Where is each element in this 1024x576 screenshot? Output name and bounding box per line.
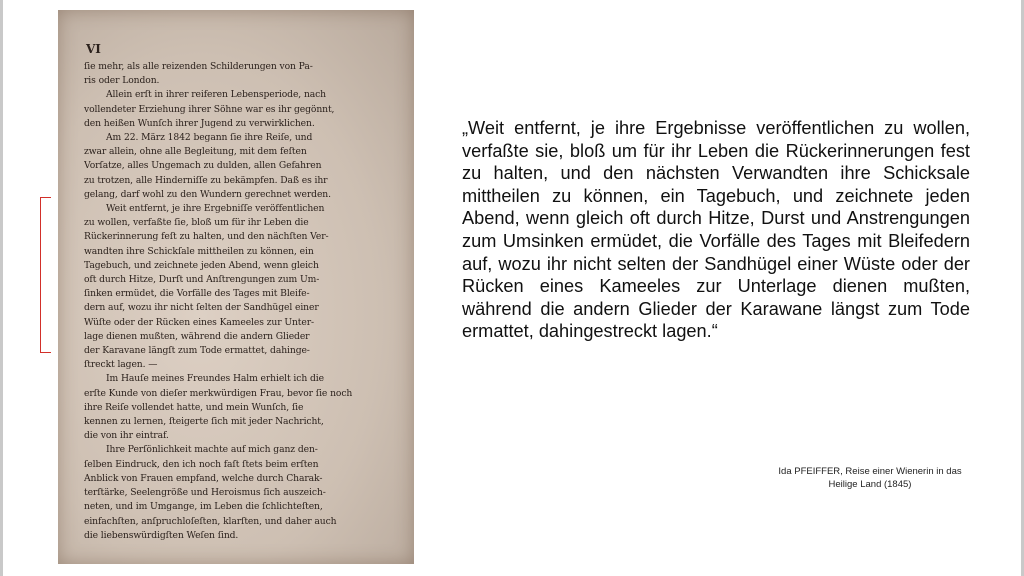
scan-text-line: Wüſte oder der Rücken eines Kameeles zur Unter- [84, 316, 315, 328]
scan-text-line: einfachſten, anſpruchloſeſten, klarſten, und daher auch [84, 515, 337, 527]
scan-text-line: erſte Kunde von dieſer merkwürdigen Frau, bevor ſie noch [84, 387, 353, 399]
citation-line-1: Ida PFEIFFER, Reise einer Wienerin in das [778, 466, 962, 477]
scan-text-line: Rückerinnerung feſt zu halten, und den nächſten Ver- [84, 231, 329, 243]
scan-text-line: Am 22. März 1842 begann ſie ihre Reiſe, und [106, 132, 313, 144]
scan-text-line: zu trotzen, alle Hinderniſſe zu bekämpfen. Daß es ihr [84, 174, 328, 186]
scan-text-line: kennen zu lernen, ſteigerte ſich mit jeder Nachricht, [84, 416, 324, 428]
scan-text-line: terſtärke, Seelengröße und Heroismus ſich auszeich- [84, 487, 326, 499]
scan-text-line: zu wollen, verfaßte ſie, bloß um für ihr Leben die [84, 217, 309, 229]
scan-text-line: dern auf, wozu ihr nicht ſelten der Sandhügel einer [84, 302, 319, 314]
scan-text-line: ſelben Eindruck, den ich noch faſt ſtets beim erſten [84, 458, 319, 470]
scan-text-line: Allein erſt in ihrer reiferen Lebensperiode, nach [106, 89, 326, 101]
scan-text-line: ris oder London. [84, 75, 160, 87]
scan-text-line: Im Hauſe meines Freundes Halm erhielt ich die [106, 373, 324, 385]
scan-text-line: oft durch Hitze, Durſt und Anſtrengungen zum Um- [84, 274, 320, 286]
scan-text-line: Vorſatze, alles Ungemach zu dulden, allen Gefahren [84, 160, 322, 172]
scan-text-line: neten, und im Umgange, im Leben die ſchlichteſten, [84, 501, 323, 513]
scan-text-line: vollendeter Erziehung ihrer Söhne war es ihr gegönnt, [84, 103, 335, 115]
scan-text-line: die von ihr eintraf. [84, 430, 169, 442]
book-page-text [84, 60, 394, 543]
scan-text-line: ihre Reiſe vollendet hatte, und mein Wunſch, ſie [84, 401, 304, 413]
scan-text-line: gelang, darf wohl zu den Wundern gerechnet werden. [84, 188, 331, 200]
scan-text-line: Anblick von Frauen empfand, welche durch Charak- [84, 472, 323, 484]
scan-text-line: der Karavane längſt zum Tode ermattet, dahinge- [84, 345, 310, 357]
scan-text-line: Ihre Perſönlichkeit machte auf mich ganz den- [106, 444, 318, 456]
scan-text-line: ſinken ermüdet, die Vorfälle des Tages mit Bleife- [84, 288, 310, 300]
scan-text-line: lage dienen mußten, während die andern Glieder [84, 330, 310, 342]
page-number: VI [86, 42, 101, 56]
scan-text-line: Weit entfernt, je ihre Ergebniſſe veröffentlichen [106, 203, 325, 215]
scan-text-line: zwar allein, ohne alle Begleitung, mit dem feſten [84, 146, 307, 158]
citation [740, 465, 1000, 491]
red-annotation-bracket [40, 197, 51, 353]
quote-text: „Weit entfernt, je ihre Ergebnisse veröffentlichen zu wollen, verfaßte sie, bloß um für ihr Leben die Rückerinnerungen fest zu halten, und den nächsten Verwandten ihre Schicksale mittheilen zu können, ein Tagebuch, und zeichnete jeden Abend, wenn gleich oft durch Hitze, Durst und Anstrengungen zum Umsinken ermüdet, die Vorfälle des Tages mit Bleifedern auf, wozu ihr nicht selten der Sandhügel einer Wüste oder der Rücken eines Kameeles zur Unterlage dienen mußten, während die andern Glieder der Karawane längst zum Tode ermattet, dahingestreckt lagen.“ [462, 118, 970, 342]
scan-text-line: die liebenswürdigſten Weſen ſind. [84, 529, 239, 541]
citation-line-2: Heilige Land (1845) [828, 479, 912, 490]
scan-text-line: wandten ihre Schickſale mittheilen zu können, ein [84, 245, 314, 257]
book-page-scan [58, 10, 414, 564]
left-border [0, 0, 3, 576]
scan-text-line: Tagebuch, und zeichnete jeden Abend, wenn gleich [84, 259, 319, 271]
scan-text-line: ſtreckt lagen. — [84, 359, 158, 371]
scan-text-line: den heißen Wunſch ihrer Jugend zu verwirklichen. [84, 117, 315, 129]
scan-text-line: ſie mehr, als alle reizenden Schilderungen von Pa- [84, 61, 313, 72]
